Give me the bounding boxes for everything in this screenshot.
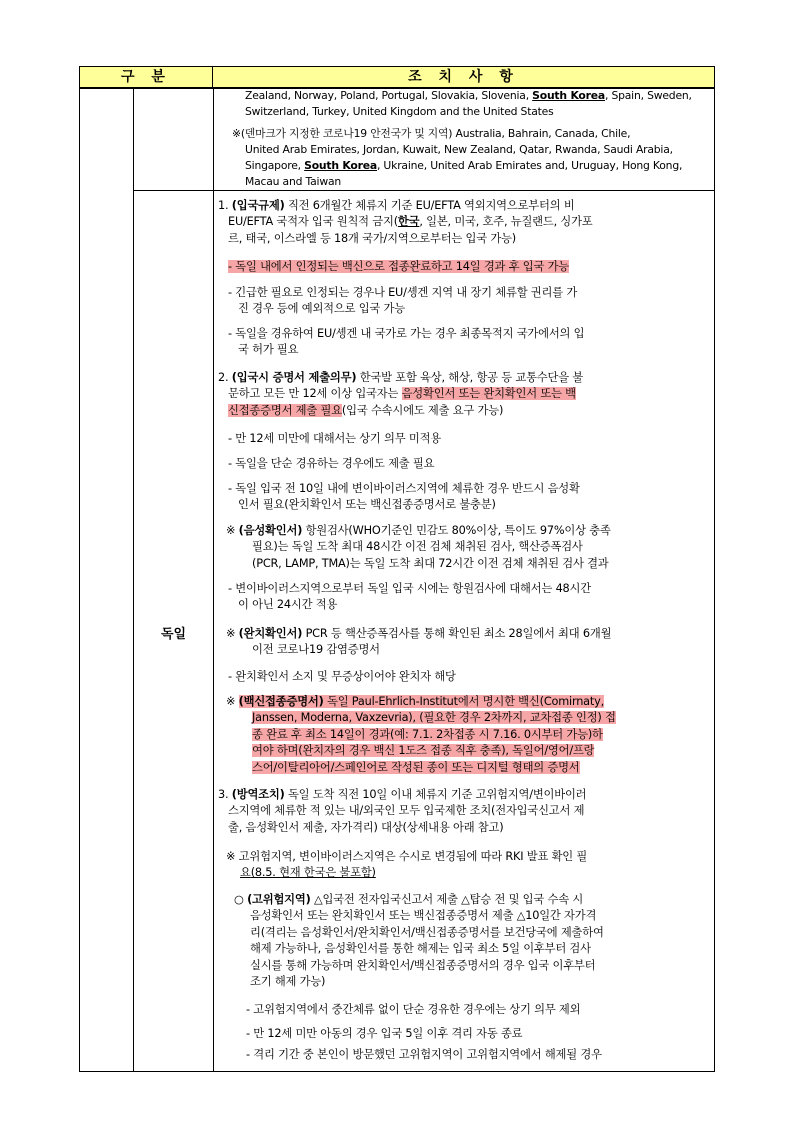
detail-item (228, 285, 708, 318)
text-line (218, 370, 708, 386)
high-risk-area-item (234, 892, 708, 990)
text-line: Switzerland, Turkey, United Kingdom and the United States (245, 105, 554, 118)
item-title: (고위험지역) (247, 893, 311, 906)
note-mark: ※ (226, 524, 239, 537)
column-divider (133, 89, 134, 1071)
text: Zealand, Norway, Poland, Portugal, Slovakia, Slovenia, (245, 89, 533, 102)
text-line (226, 760, 708, 776)
text-line: - 변이바이러스지역으로부터 독일 입국 시에는 항원검사에 대해서는 48시간 (228, 582, 591, 595)
header-measures: 조 치 사 항 (408, 69, 519, 85)
text-line (218, 386, 708, 402)
note-title: (백신접종증명서) (238, 695, 324, 708)
text: PCR 등 핵산증폭검사를 통해 확인된 최소 28일에서 최대 6개월 (302, 627, 612, 640)
text-line (234, 892, 708, 908)
text-line (218, 403, 708, 419)
highlighted-text: Janssen, Moderna, Vaxzevria), (필요한 경우 2차까지, 교차접종 인정) 접 (252, 711, 616, 725)
text-line (218, 214, 708, 230)
detail-item: - 독일을 단순 경유하는 경우에도 제출 필요 (228, 457, 435, 470)
section-quarantine (218, 787, 708, 836)
highlighted-text: 신접종증명서 제출 필요 (228, 403, 342, 417)
text: , 일본, 미국, 호주, 뉴질랜드, 싱가포 (419, 215, 593, 229)
highlighted-text: 종 완료 후 최소 14일이 경과(예: 7.1. 2차접종 시 7.16. 0시부터 가능)하 (252, 727, 603, 741)
section-title: (방역조치) (231, 788, 285, 801)
text: 2. (218, 371, 232, 384)
note-rki (226, 849, 708, 882)
section-certificate-requirement (218, 370, 708, 419)
detail-item (228, 581, 708, 614)
safe-country-list (245, 88, 705, 120)
text-line: 진 경우 등에 예외적으로 입국 가능 (238, 302, 405, 316)
text: , Spain, Sweden, (604, 89, 692, 102)
text-line (226, 727, 708, 743)
detail-item: - 완치확인서 소지 및 무증상이어야 완치자 해당 (228, 670, 456, 683)
text-line: 르, 태국, 이스라엘 등 18개 국가/지역으로부터는 입국 가능) (228, 231, 516, 245)
highlighted-text: 음성확인서 또는 완치확인서 또는 백 (401, 387, 576, 401)
section-entry-restriction (218, 198, 708, 247)
detail-item (228, 259, 708, 275)
text-line (245, 88, 705, 104)
section-title: (입국규제) (231, 199, 285, 212)
note-recovery (226, 626, 708, 659)
text-line: Macau and Taiwan (245, 175, 342, 188)
text-line: ※ 고위험지역, 변이바이러스지역은 수시로 변경됨에 따라 RKI 발표 확인 필 (226, 850, 588, 863)
text-line: 필요)는 독일 도착 최대 48시간 이전 검체 채취된 검사, 핵산증폭검사 (252, 540, 583, 554)
text-line: 스지역에 체류한 적 있는 내/외국인 모두 입국제한 조치(전자입국신고서 제 (228, 804, 585, 818)
sub-item: - 고위험지역에서 중간체류 없이 단순 경유한 경우에는 상기 의무 제외 (246, 1003, 581, 1016)
note-vaccination (226, 694, 708, 776)
text-line: 출, 음성확인서 제출, 자가격리) 대상(상세내용 아래 참고) (228, 820, 504, 834)
text-line (226, 523, 708, 539)
text: 직전 6개월간 체류지 기준 EU/EFTA 역외지역으로부터의 비 (284, 199, 575, 212)
text-line: 리(격리는 음성확인서/완치확인서/백신접종증명서를 보건당국에 제출하여 (250, 925, 604, 939)
text-line (226, 743, 708, 759)
text-line: - 독일을 경유하여 EU/솅겐 내 국가로 가는 경우 최종목적지 국가에서의 입 (228, 327, 585, 340)
text-line: (PCR, LAMP, TMA)는 독일 도착 최대 72시간 이전 검체 채취된 검사 결과 (252, 556, 609, 570)
text-line: 조기 해제 가능) (250, 975, 326, 989)
sub-item: - 만 12세 미만 아동의 경우 입국 5일 이후 격리 자동 종료 (246, 1027, 523, 1040)
highlighted-text: 여야 하며(완치자의 경우 백신 1도즈 접종 직후 충족), 독일어/영어/프랑 (252, 744, 595, 758)
text-line (226, 710, 708, 726)
detail-item: - 만 12세 미만에 대해서는 상기 의무 미적용 (228, 432, 441, 445)
text-line: 실시를 통해 가능하며 완치확인서/백신접종증명서의 경우 입국 이후부터 (250, 958, 596, 972)
text-line (226, 626, 708, 642)
text: 3. (218, 788, 232, 801)
text-line (226, 694, 708, 710)
text-line: United Arab Emirates, Jordan, Kuwait, New Zealand, Qatar, Rwanda, Saudi Arabia, (245, 143, 673, 156)
text-line: 이전 코로나19 감염증명서 (252, 643, 380, 657)
note-title: (음성확인서) (238, 524, 303, 537)
text: , Ukraine, United Arab Emirates and, Uruguay, Hong Kong, (376, 159, 683, 172)
text-line: 해제 가능하나, 음성확인서를 통한 해제는 입국 최소 5일 이후부터 검사 (250, 942, 591, 956)
text: △입국전 전자입국신고서 제출 △탑승 전 및 입국 수속 시 (310, 893, 584, 906)
text: 문하고 모든 만 12세 이상 입국자는 (228, 387, 402, 401)
text: 1. (218, 199, 232, 212)
note-mark: ※ (226, 695, 239, 708)
text-line: - 긴급한 필요로 인정되는 경우나 EU/솅겐 지역 내 장기 체류할 권리를 가 (228, 286, 578, 299)
note-negative-test (226, 523, 708, 572)
text-line: 이 아닌 24시간 적용 (238, 598, 338, 612)
text-line: 국 허가 필요 (238, 343, 299, 357)
denmark-safe-note (232, 126, 707, 190)
korea-highlight: 한국 (397, 215, 420, 229)
row-divider (133, 190, 714, 191)
text-line: - 독일 입국 전 10일 내에 변이바이러스지역에 체류한 경우 반드시 음성확 (228, 482, 580, 495)
text: Singapore, (245, 159, 305, 172)
header-category: 구 분 (80, 67, 213, 87)
detail-item (228, 326, 708, 359)
text-line (218, 787, 708, 803)
text-line: ※(덴마크가 지정한 코로나19 안전국가 및 지역) Australia, Bahrain, Canada, Chile, (232, 127, 631, 140)
column-divider (213, 89, 214, 1071)
text: 한국발 포함 육상, 해상, 항공 등 교통수단을 불 (356, 371, 584, 384)
korea-highlight: South Korea (532, 89, 605, 102)
country-label: 독일 (160, 627, 187, 642)
text-line (226, 865, 708, 881)
highlighted-text: - 독일 내에서 인정되는 백신으로 접종완료하고 14일 경과 후 입국 가능 (228, 260, 570, 273)
note-title: (완치확인서) (238, 627, 303, 640)
text-line: 음성확인서 또는 완치확인서 또는 백신접종증명서 제출 △10일간 자가격 (250, 909, 597, 923)
text: 항원검사(WHO기준인 민감도 80%이상, 특이도 97%이상 충족 (302, 524, 611, 537)
text-line (218, 198, 708, 214)
text: 요 (240, 866, 251, 880)
text: 독일 도착 직전 10일 이내 체류지 기준 고위험지역/변이바이러 (284, 788, 587, 801)
sub-item: - 격리 기간 중 본인이 방문했던 고위험지역이 고위험지역에서 해제될 경우 (246, 1048, 602, 1061)
measures-table (79, 66, 715, 1072)
text: EU/EFTA 국적자 입국 원칙적 금지( (228, 215, 398, 229)
text-line (232, 158, 707, 174)
highlighted-text (239, 695, 604, 708)
korea-highlight: South Korea (304, 159, 377, 172)
highlighted-text: 스어/이탈리아어/스페인어로 작성된 종이 또는 디지털 형태의 증명서 (252, 760, 580, 774)
text: 독일 Paul-Ehrlich-Institut에서 명시한 백신(Comirnaty, (323, 695, 604, 708)
text: (입국 수속시에도 제출 요구 가능) (341, 403, 504, 417)
text: (8.5. 현재 한국은 불포함) (250, 866, 376, 880)
text-line: 인서 필요(완치확인서 또는 백신접종증명서로 불충분) (238, 498, 496, 512)
table-header (80, 67, 714, 89)
note-mark: ※ (226, 627, 239, 640)
section-title: (입국시 증명서 제출의무) (231, 371, 357, 384)
detail-item (228, 481, 708, 514)
bullet-circle: ○ (234, 893, 248, 906)
